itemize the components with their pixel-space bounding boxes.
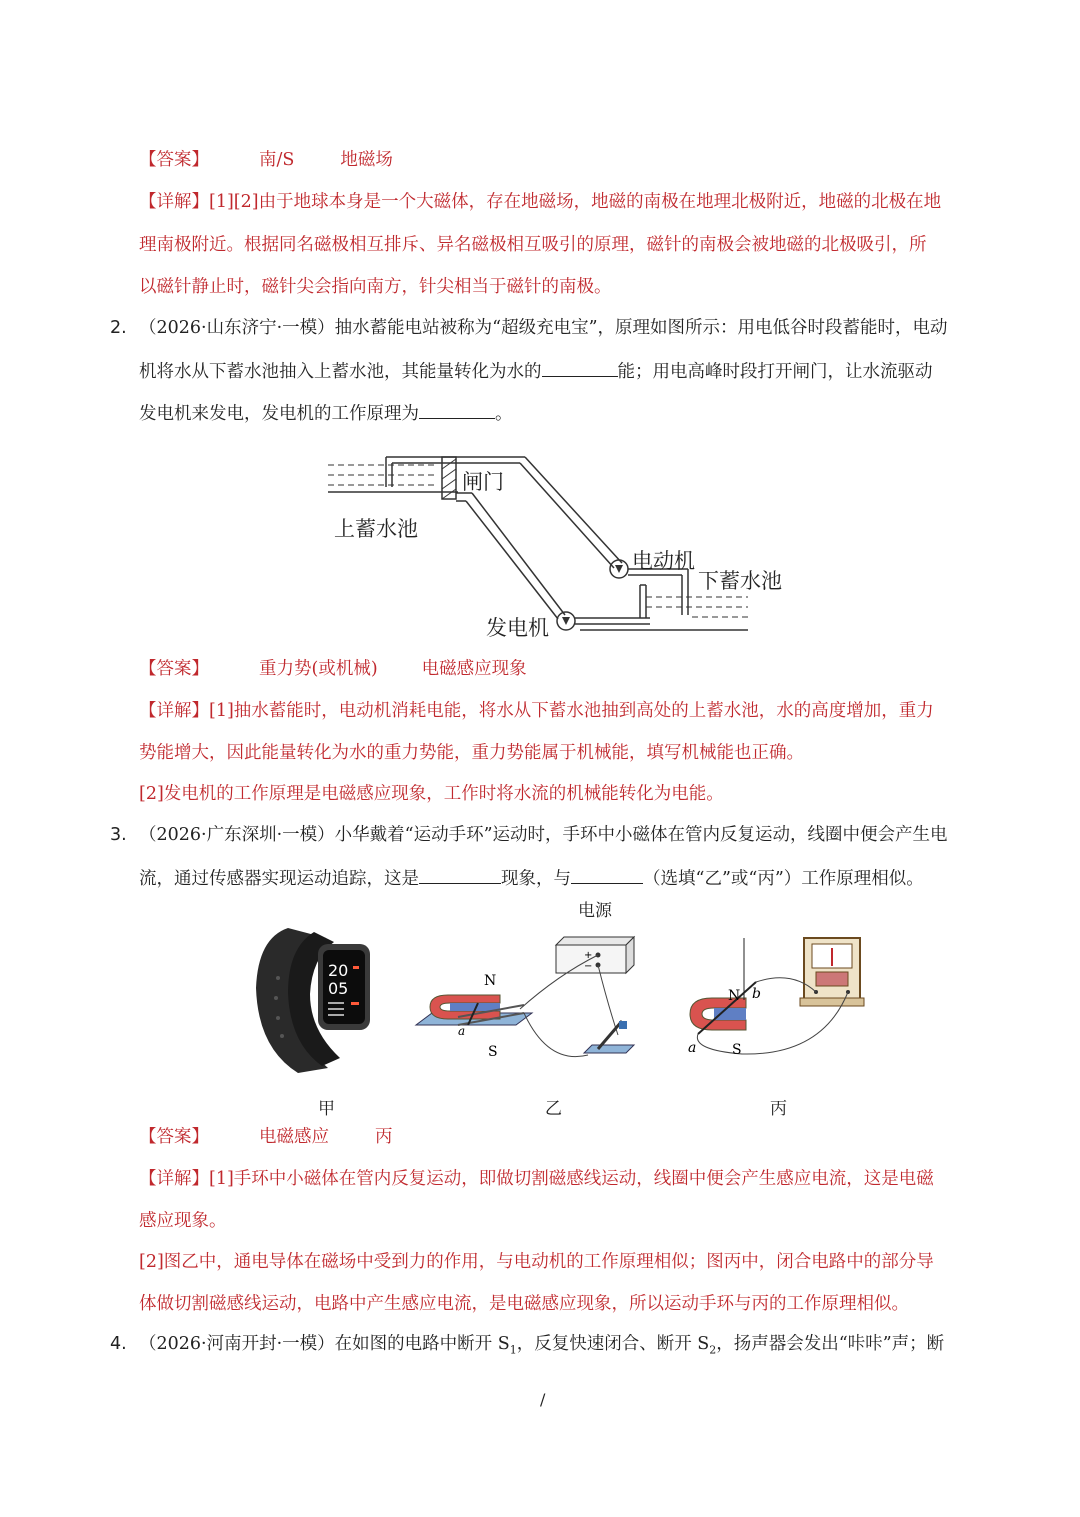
q2-stem-text: 能；用电高峰时段打开闸门，让水流驱动 <box>617 362 933 382</box>
watch-time-bottom: 05 <box>328 979 349 998</box>
motor-principle-diagram <box>408 925 640 1080</box>
caption-yi: 乙 <box>545 1099 562 1119</box>
answer-1: 南/S <box>259 150 295 170</box>
q3-detail-line-3: [2]图乙中，通电导体在磁场中受到力的作用，与电动机的工作原理相似；图丙中，闭合电路中的部分导 <box>139 1252 934 1272</box>
q3-stem-text: （选填“乙”或“丙”）工作原理相似。 <box>643 869 924 889</box>
s2-subscript: 2 <box>709 1343 717 1357</box>
upper-pool-label: 上蓄水池 <box>334 517 418 541</box>
answer-tag: 【答案】 <box>139 1127 209 1147</box>
q1-detail-line-2: 理南极附近。根据同名磁极相互排斥、异名磁极相互吸引的原理，磁针的南极会被地磁的北极吸引，所 <box>139 235 927 255</box>
detail-tag: 【详解】 <box>139 192 209 212</box>
answer-1: 电磁感应 <box>259 1127 329 1147</box>
q3-detail-line-4: 体做切割磁感线运动，电路中产生感应电流，是电磁感应现象，所以运动手环与丙的工作原理相似。 <box>139 1294 909 1314</box>
answer-tag: 【答案】 <box>139 659 209 679</box>
detail-tag: 【详解】 <box>139 1169 209 1189</box>
watch-time-top: 20 <box>328 961 349 980</box>
letter-b: b <box>752 986 761 1002</box>
caption-bing: 丙 <box>770 1099 787 1119</box>
fitness-band-image <box>248 918 376 1080</box>
q4-stem-text: ，扬声器会发出“咔咔”声；断 <box>716 1334 945 1354</box>
q4-stem-line-1 <box>139 1332 944 1363</box>
q2-stem-text: 。 <box>495 404 513 424</box>
question-number-4: 4. <box>110 1334 127 1354</box>
q2-stem-text: 发电机来发电，发电机的工作原理为 <box>139 404 419 424</box>
generator-principle-diagram <box>682 930 874 1060</box>
q2-stem-line-1: （2026·山东济宁·一模）抽水蓄能电站被称为“超级充电宝”，原理如图所示：用电低谷时段蓄能时，电动 <box>139 318 948 338</box>
pole-s: S <box>488 1044 498 1060</box>
q1-detail-line-3: 以磁针静止时，磁针尖会指向南方，针尖相当于磁针的南极。 <box>139 277 612 297</box>
motor-label: 电动机 <box>632 549 695 573</box>
answer-2: 丙 <box>375 1127 393 1147</box>
q3-answer-line <box>139 1125 393 1149</box>
detail-text: [1]抽水蓄能时，电动机消耗电能，将水从下蓄水池抽到高处的上蓄水池，水的高度增加，重力 <box>209 701 934 721</box>
minus-sign: − <box>584 961 593 972</box>
q1-detail-line-1 <box>139 190 941 214</box>
q3-stem-line-2 <box>139 865 924 891</box>
q3-stem-text: 现象，与 <box>501 869 571 889</box>
answer-2: 地磁场 <box>340 150 393 170</box>
letter-a: a <box>458 1024 466 1038</box>
answer-tag: 【答案】 <box>139 150 209 170</box>
caption-jia: 甲 <box>318 1099 335 1119</box>
q3-detail-line-1 <box>139 1167 934 1191</box>
q2-stem-text: 机将水从下蓄水池抽入上蓄水池，其能量转化为水的 <box>139 362 542 382</box>
q2-detail-line-3: [2]发电机的工作原理是电磁感应现象，工作时将水流的机械能转化为电能。 <box>139 784 724 804</box>
q3-detail-line-2: 感应现象。 <box>139 1211 227 1231</box>
answer-blank[interactable] <box>542 358 618 377</box>
lower-pool-label: 下蓄水池 <box>698 569 782 593</box>
answer-blank[interactable] <box>571 865 643 884</box>
answer-1: 重力势(或机械) <box>259 659 378 679</box>
s1-subscript: 1 <box>509 1343 517 1357</box>
q2-stem-line-3 <box>139 400 513 426</box>
q4-stem-text: ，反复快速闭合、断开 S <box>516 1334 710 1354</box>
detail-text: [1][2]由于地球本身是一个大磁体，存在地磁场，地磁的南极在地理北极附近，地磁的北极在地 <box>209 192 942 212</box>
plus-sign: + <box>584 950 593 961</box>
q2-detail-line-1 <box>139 699 934 723</box>
generator-label: 发电机 <box>486 616 549 640</box>
page-footer-mark: / <box>540 1390 546 1409</box>
answer-blank[interactable] <box>419 400 495 419</box>
question-number-3: 3. <box>110 825 127 845</box>
gate-label: 闸门 <box>462 470 504 494</box>
detail-tag: 【详解】 <box>139 701 209 721</box>
q2-stem-line-2 <box>139 358 933 384</box>
pole-n: N <box>484 973 497 989</box>
q2-detail-line-2: 势能增大，因此能量转化为水的重力势能，重力势能属于机械能，填写机械能也正确。 <box>139 743 804 763</box>
question-number-2: 2. <box>110 318 127 338</box>
pole-s: S <box>732 1042 742 1058</box>
power-label: 电源 <box>578 901 612 921</box>
q1-answer-line <box>139 148 393 172</box>
detail-text: [1]手环中小磁体在管内反复运动，即做切割磁感线运动，线圈中便会产生感应电流，这是电磁 <box>209 1169 934 1189</box>
answer-2: 电磁感应现象 <box>421 659 527 679</box>
q2-answer-line <box>139 657 527 681</box>
answer-blank[interactable] <box>419 865 501 884</box>
q3-stem-line-1: （2026·广东深圳·一模）小华戴着“运动手环”运动时，手环中小磁体在管内反复运动，线圈中便会产生电 <box>139 825 948 845</box>
pole-n: N <box>728 988 741 1004</box>
q3-stem-text: 流，通过传感器实现运动追踪，这是 <box>139 869 419 889</box>
letter-a: a <box>688 1040 697 1056</box>
q4-stem-text: （2026·河南开封·一模）在如图的电路中断开 S <box>139 1334 510 1354</box>
